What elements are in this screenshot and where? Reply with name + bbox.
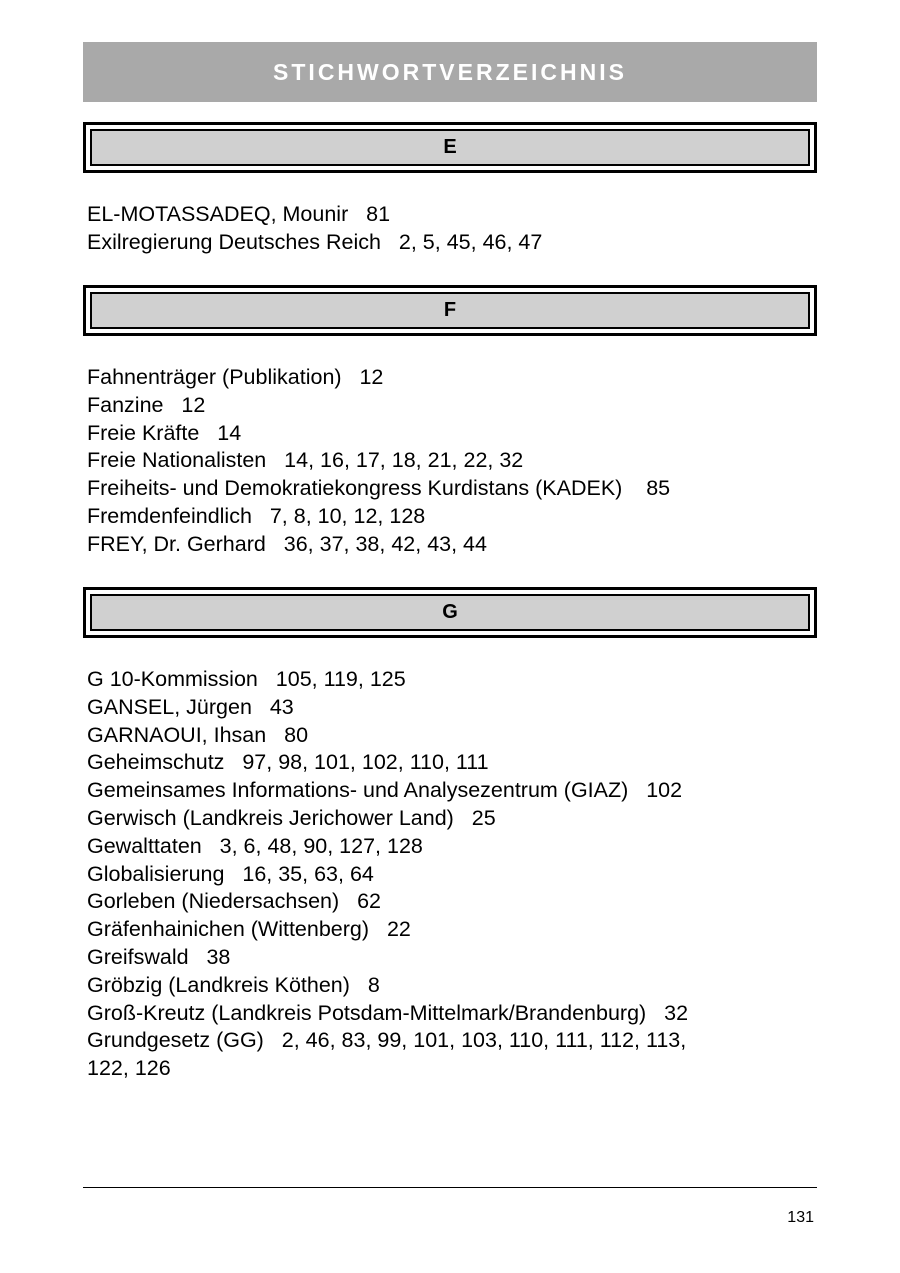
index-entry: G 10-Kommission 105, 119, 125	[87, 667, 406, 691]
index-entry: FREY, Dr. Gerhard 36, 37, 38, 42, 43, 44	[87, 531, 487, 556]
index-entry: EL-MOTASSADEQ, Mounir 81	[87, 202, 391, 226]
index-entry: Exilregierung Deutsches Reich 2, 5, 45, 46, 47	[87, 229, 543, 254]
entry-list-e	[87, 201, 787, 257]
index-entry: Groß-Kreutz (Landkreis Potsdam-Mittelmark/Brandenburg) 32	[87, 1000, 689, 1025]
page-number: 131	[787, 1209, 814, 1226]
index-entry: Gorleben (Niedersachsen) 62	[87, 889, 381, 914]
index-entry: Grundgesetz (GG) 2, 46, 83, 99, 101, 103, 110, 111, 112, 113,	[87, 1028, 687, 1053]
index-entry: Gemeinsames Informations- und Analysezentrum (GIAZ) 102	[87, 778, 683, 803]
index-entry: Gerwisch (Landkreis Jerichower Land) 25	[87, 805, 496, 830]
index-entry: Greifswald 38	[87, 944, 231, 969]
index-entry: Gröbzig (Landkreis Köthen) 8	[87, 972, 380, 997]
index-entry: GARNAOUI, Ihsan 80	[87, 722, 309, 747]
index-title: STICHWORTVERZEICHNIS	[273, 58, 627, 85]
section-letter: G	[442, 601, 458, 623]
index-entry: Fanzine 12	[87, 392, 206, 417]
entry-list-g	[87, 666, 787, 1083]
index-entry: Freie Nationalisten 14, 16, 17, 18, 21, 22, 32	[87, 448, 524, 473]
index-entry: Fremdenfeindlich 7, 8, 10, 12, 128	[87, 503, 426, 528]
footer-divider	[83, 1187, 817, 1188]
index-entry: Globalisierung 16, 35, 63, 64	[87, 861, 374, 886]
index-entry: GANSEL, Jürgen 43	[87, 694, 294, 719]
index-entry: Freiheits- und Demokratiekongress Kurdistans (KADEK) 85	[87, 476, 671, 501]
index-entry: 122, 126	[87, 1056, 171, 1081]
entry-list-f	[87, 364, 787, 559]
section-header-f	[83, 285, 817, 336]
index-entry: Gewalttaten 3, 6, 48, 90, 127, 128	[87, 833, 423, 858]
index-entry: Fahnenträger (Publikation) 12	[87, 365, 384, 389]
index-entry: Freie Kräfte 14	[87, 420, 242, 445]
section-letter: E	[443, 136, 457, 158]
section-letter: F	[443, 299, 457, 321]
section-header-g	[83, 587, 817, 638]
index-title-banner	[83, 42, 817, 102]
index-entry: Geheimschutz 97, 98, 101, 102, 110, 111	[87, 750, 489, 775]
section-header-e	[83, 122, 817, 173]
index-entry: Gräfenhainichen (Wittenberg) 22	[87, 917, 411, 942]
